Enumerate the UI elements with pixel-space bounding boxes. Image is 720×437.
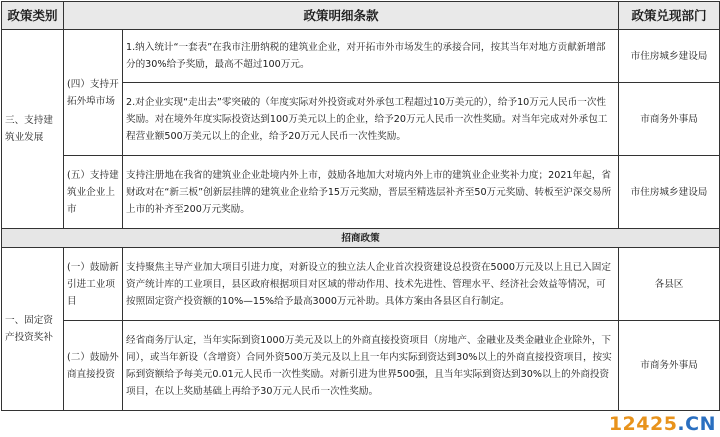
header-row — [2, 2, 720, 30]
section-title-row — [2, 229, 720, 248]
section2-dept-1: 各县区 — [619, 248, 720, 321]
section2-sub-2: (二）鼓励外商直接投资 — [64, 321, 123, 411]
section1-detail-1: 1.纳入统计“一套表”在我市注册纳税的建筑业企业，对开拓市外市场发生的承接合同，按其当年对地方贡献新增部分的30%给予奖励，最高不超过100万元。 — [123, 30, 619, 83]
section1-dept-3: 市住房城乡建设局 — [619, 156, 720, 229]
policy-table — [1, 1, 720, 411]
section2-detail-1: 支持聚焦主导产业加大项目引进力度，对新设立的独立法人企业首次投资建设总投资在5000万元及以上且已入固定资产统计库的工业项目，县区政府根据项目对区域的带动作用、技术先进性、管理水平、经济社会效益等情况，可按照固定资产投资额的10%—15%给予最高3000万元补助。具体方案由各县区自行制定。 — [123, 248, 619, 321]
header-category: 政策类别 — [2, 2, 64, 30]
section1-sub-2: (五）支持建筑业企业上市 — [64, 156, 123, 229]
header-detail: 政策明细条款 — [64, 2, 619, 30]
section1-category: 三、支持建筑业发展 — [2, 30, 64, 229]
site-watermark — [609, 413, 716, 435]
header-department: 政策兑现部门 — [619, 2, 720, 30]
section1-dept-1: 市住房城乡建设局 — [619, 30, 720, 83]
section1-detail-3: 支持注册地在我省的建筑业企业赴境内外上市，鼓励各地加大对境内外上市的建筑业企业奖补力度；2021年起，省财政对在“新三板”创新层挂牌的建筑业企业给予15万元奖励，晋层至精选层补齐至50万元奖励、转板至沪深交易所上市的补齐至200万元奖励。 — [123, 156, 619, 229]
section2-dept-2: 市商务外事局 — [619, 321, 720, 411]
watermark-domain: .CN — [677, 413, 716, 435]
section1-sub-1: (四）支持开拓外埠市场 — [64, 30, 123, 156]
section1-dept-2: 市商务外事局 — [619, 83, 720, 156]
table-row — [2, 30, 720, 83]
section2-category: 一、固定资产投资奖补 — [2, 248, 64, 411]
section2-detail-2: 经省商务厅认定，当年实际到资1000万美元及以上的外商直接投资项目（房地产、金融业及类金融业企业除外，下同），或当年新设（含增资）合同外资500万美元及以上且一年内实际到资达到30%以上的外商直接投资项目，按实际到资额给予每美元0.01元人民币一次性奖励。对新引进为世界500强，且当年实际到资达到30%以上的外商投资项目，在以上奖励基础上再给予30万元人民币一次性奖励。 — [123, 321, 619, 411]
section2-title: 招商政策 — [2, 229, 720, 248]
table-row — [2, 321, 720, 411]
table-row — [2, 248, 720, 321]
section1-detail-2: 2.对企业实现“走出去”零突破的（年度实际对外投资或对外承包工程超过10万美元的），给予10万元人民币一次性奖励。对在境外年度实际投资达到100万美元以上的企业，给予20万元人民币一次性奖励。对当年完成对外承包工程营业额500万美元以上的企业，给予20万元人民币一次性奖励。 — [123, 83, 619, 156]
section2-sub-1: (一）鼓励新引进工业项目 — [64, 248, 123, 321]
watermark-number: 12425 — [608, 413, 678, 435]
table-row — [2, 156, 720, 229]
